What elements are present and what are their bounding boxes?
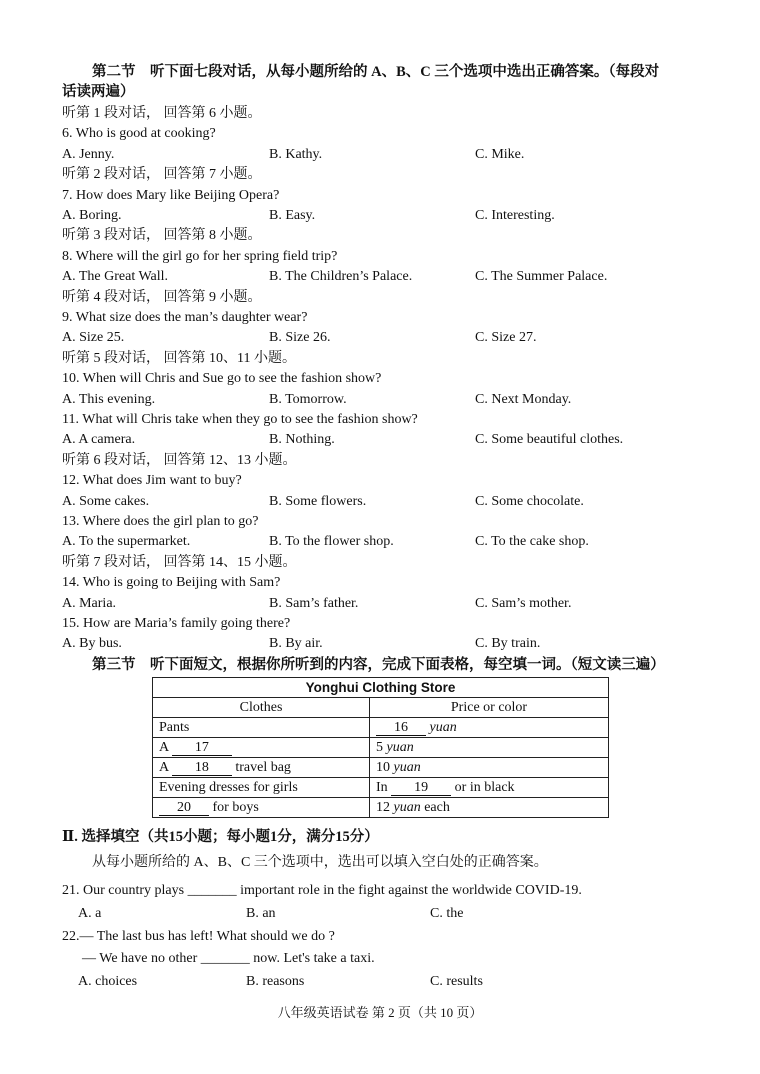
table-header-price: Price or color: [370, 698, 609, 718]
option-c[interactable]: C. Size 27.: [475, 330, 537, 345]
option-a[interactable]: A. Jenny.: [62, 147, 115, 162]
store-table: [152, 677, 609, 818]
question-text: 14. Who is going to Beijing with Sam?: [62, 575, 281, 590]
option-b[interactable]: B. Nothing.: [269, 432, 335, 447]
option-c[interactable]: C. The Summer Palace.: [475, 269, 608, 284]
option-b[interactable]: B. To the flower shop.: [269, 534, 394, 549]
q22-option-b[interactable]: B. reasons: [246, 974, 305, 989]
listening-instruction: 听第 5 段对话， 回答第 10、11 小题。: [62, 351, 296, 366]
table-row: [153, 758, 609, 778]
option-a[interactable]: A. This evening.: [62, 392, 156, 407]
unit-text: yuan: [393, 759, 421, 775]
option-b[interactable]: B. Kathy.: [269, 147, 323, 162]
question-text: 12. What does Jim want to buy?: [62, 473, 242, 488]
price-value: 10: [376, 759, 390, 775]
section2-heading: 第二节 听下面七段对话，从每小题所给的 A、B、C 三个选项中选出正确答案。（每段对: [92, 64, 660, 80]
option-b[interactable]: B. Some flowers.: [269, 494, 367, 509]
part2-heading: Ⅱ. 选择填空（共15小题；每小题1分，满分15分）: [62, 829, 379, 845]
article-text: A: [159, 759, 169, 775]
option-a[interactable]: A. Some cakes.: [62, 494, 150, 509]
table-cell: [153, 738, 370, 758]
option-a[interactable]: A. By bus.: [62, 636, 122, 651]
blank-20[interactable]: 20: [159, 800, 209, 816]
listening-instruction: 听第 2 段对话， 回答第 7 小题。: [62, 167, 262, 182]
question-text: 7. How does Mary like Beijing Opera?: [62, 188, 280, 203]
option-c[interactable]: C. Interesting.: [475, 208, 555, 223]
question-text: 10. When will Chris and Sue go to see the fashion show?: [62, 371, 382, 386]
table-row: [153, 798, 609, 818]
q21-option-c[interactable]: C. the: [430, 906, 464, 921]
table-row: [153, 718, 609, 738]
option-c[interactable]: C. Some beautiful clothes.: [475, 432, 624, 447]
question-text: 11. What will Chris take when they go to see the fashion show?: [62, 412, 418, 427]
option-c[interactable]: C. Next Monday.: [475, 392, 572, 407]
table-cell: [370, 738, 609, 758]
question-text: 9. What size does the man’s daughter wear?: [62, 310, 308, 325]
option-a[interactable]: A. Maria.: [62, 596, 117, 611]
prefix-text: In: [376, 779, 388, 795]
table-row: [153, 778, 609, 798]
table-cell: [370, 758, 609, 778]
part2-instructions: 从每小题所给的 A、B、C 三个选项中，选出可以填入空白处的正确答案。: [92, 855, 548, 870]
option-a[interactable]: A. Boring.: [62, 208, 122, 223]
table-cell: [370, 718, 609, 738]
option-c[interactable]: C. Mike.: [475, 147, 525, 162]
option-b[interactable]: B. Easy.: [269, 208, 316, 223]
option-b[interactable]: B. Size 26.: [269, 330, 331, 345]
option-c[interactable]: C. By train.: [475, 636, 541, 651]
option-a[interactable]: A. Size 25.: [62, 330, 125, 345]
table-cell: Evening dresses for girls: [153, 778, 370, 798]
section2-heading-cont: 话读两遍）: [62, 84, 135, 100]
unit-text: yuan: [429, 719, 457, 735]
price-value: 12: [376, 799, 390, 815]
question-22-line1: 22.— The last bus has left! What should we do ?: [62, 929, 335, 944]
question-22-line2: — We have no other _______ now. Let's take a taxi.: [82, 951, 375, 966]
table-cell: [370, 798, 609, 818]
section3-heading: 第三节 听下面短文，根据你所听到的内容，完成下面表格，每空填一词。（短文读三遍）: [92, 657, 665, 673]
option-a[interactable]: A. The Great Wall.: [62, 269, 169, 284]
item-text: for boys: [212, 799, 259, 815]
table-header-clothes: Clothes: [153, 698, 370, 718]
table-cell: Pants: [153, 718, 370, 738]
option-c[interactable]: C. To the cake shop.: [475, 534, 589, 549]
option-b[interactable]: B. The Children’s Palace.: [269, 269, 413, 284]
question-text: 8. Where will the girl go for her spring field trip?: [62, 249, 338, 264]
question-text: 6. Who is good at cooking?: [62, 126, 216, 141]
item-text: travel bag: [235, 759, 291, 775]
blank-17[interactable]: 17: [172, 740, 232, 756]
option-c[interactable]: C. Sam’s mother.: [475, 596, 572, 611]
table-title: Yonghui Clothing Store: [153, 678, 609, 698]
listening-instruction: 听第 4 段对话， 回答第 9 小题。: [62, 290, 262, 305]
option-b[interactable]: B. By air.: [269, 636, 323, 651]
price-value: 5: [376, 739, 383, 755]
option-a[interactable]: A. A camera.: [62, 432, 136, 447]
blank-16[interactable]: 16: [376, 720, 426, 736]
table-cell: [370, 778, 609, 798]
option-c[interactable]: C. Some chocolate.: [475, 494, 584, 509]
q21-option-a[interactable]: A. a: [78, 906, 102, 921]
listening-instruction: 听第 3 段对话， 回答第 8 小题。: [62, 228, 262, 243]
listening-instruction: 听第 7 段对话， 回答第 14、15 小题。: [62, 555, 297, 570]
option-b[interactable]: B. Sam’s father.: [269, 596, 359, 611]
question-21: 21. Our country plays _______ important role in the fight against the worldwide COVID-19.: [62, 883, 582, 898]
blank-18[interactable]: 18: [172, 760, 232, 776]
listening-instruction: 听第 1 段对话， 回答第 6 小题。: [62, 106, 262, 121]
option-b[interactable]: B. Tomorrow.: [269, 392, 347, 407]
table-cell: [153, 758, 370, 778]
unit-text: yuan: [386, 739, 414, 755]
unit-text: yuan: [393, 799, 421, 815]
blank-19[interactable]: 19: [391, 780, 451, 796]
color-text: or in black: [454, 779, 515, 795]
table-cell: [153, 798, 370, 818]
q22-option-a[interactable]: A. choices: [78, 974, 138, 989]
question-text: 13. Where does the girl plan to go?: [62, 514, 259, 529]
article-text: A: [159, 739, 169, 755]
table-row: [153, 738, 609, 758]
question-text: 15. How are Maria’s family going there?: [62, 616, 291, 631]
option-a[interactable]: A. To the supermarket.: [62, 534, 191, 549]
page-footer: 八年级英语试卷 第 2 页（共 10 页）: [277, 1005, 483, 1020]
q21-option-b[interactable]: B. an: [246, 906, 276, 921]
listening-instruction: 听第 6 段对话， 回答第 12、13 小题。: [62, 453, 297, 468]
each-text: each: [424, 799, 450, 815]
q22-option-c[interactable]: C. results: [430, 974, 483, 989]
